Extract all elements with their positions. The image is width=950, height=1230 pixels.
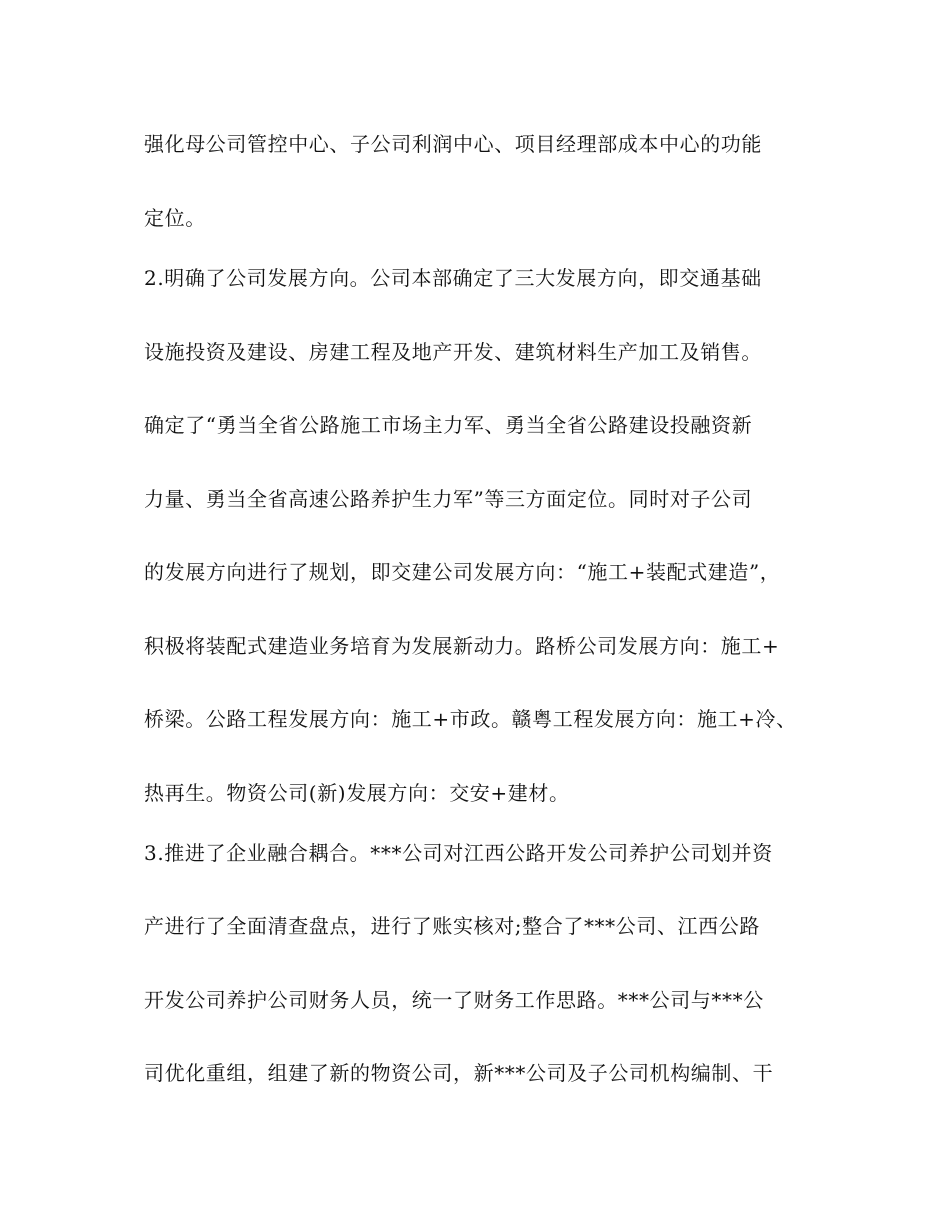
text-line-6: 力量、勇当全省高速公路养护生力军”等三方面定位。同时对子公司 — [144, 487, 753, 511]
text-line-8: 积极将装配式建造业务培育为发展新动力。路桥公司发展方向：施工+ — [144, 634, 780, 658]
text-line-13: 开发公司养护公司财务人员，统一了财务工作思路。***公司与***公 — [144, 988, 764, 1012]
text-line-3: 2.明确了公司发展方向。公司本部确定了三大发展方向，即交通基础 — [144, 266, 762, 290]
text-line-7: 的发展方向进行了规划，即交建公司发展方向：“施工+装配式建造”， — [144, 560, 781, 584]
text-line-4: 设施投资及建设、房建工程及地产开发、建筑材料生产加工及销售。 — [144, 340, 762, 364]
text-line-2: 定位。 — [144, 206, 206, 230]
text-line-10: 热再生。物资公司(新)发展方向：交安+建材。 — [144, 781, 570, 805]
text-line-11: 3.推进了企业融合耦合。***公司对江西公路开发公司养护公司划并资 — [144, 841, 773, 865]
text-line-14: 司优化重组，组建了新的物资公司，新***公司及子公司机构编制、干 — [144, 1061, 774, 1085]
text-line-9: 桥梁。公路工程发展方向：施工+市政。赣粤工程发展方向：施工+冷、 — [144, 707, 797, 731]
text-line-1: 强化母公司管控中心、子公司利润中心、项目经理部成本中心的功能 — [144, 132, 762, 156]
text-line-12: 产进行了全面清查盘点，进行了账实核对;整合了***公司、江西公路 — [144, 914, 760, 938]
text-line-5: 确定了“勇当全省公路施工市场主力军、勇当全省公路建设投融资新 — [144, 413, 753, 437]
